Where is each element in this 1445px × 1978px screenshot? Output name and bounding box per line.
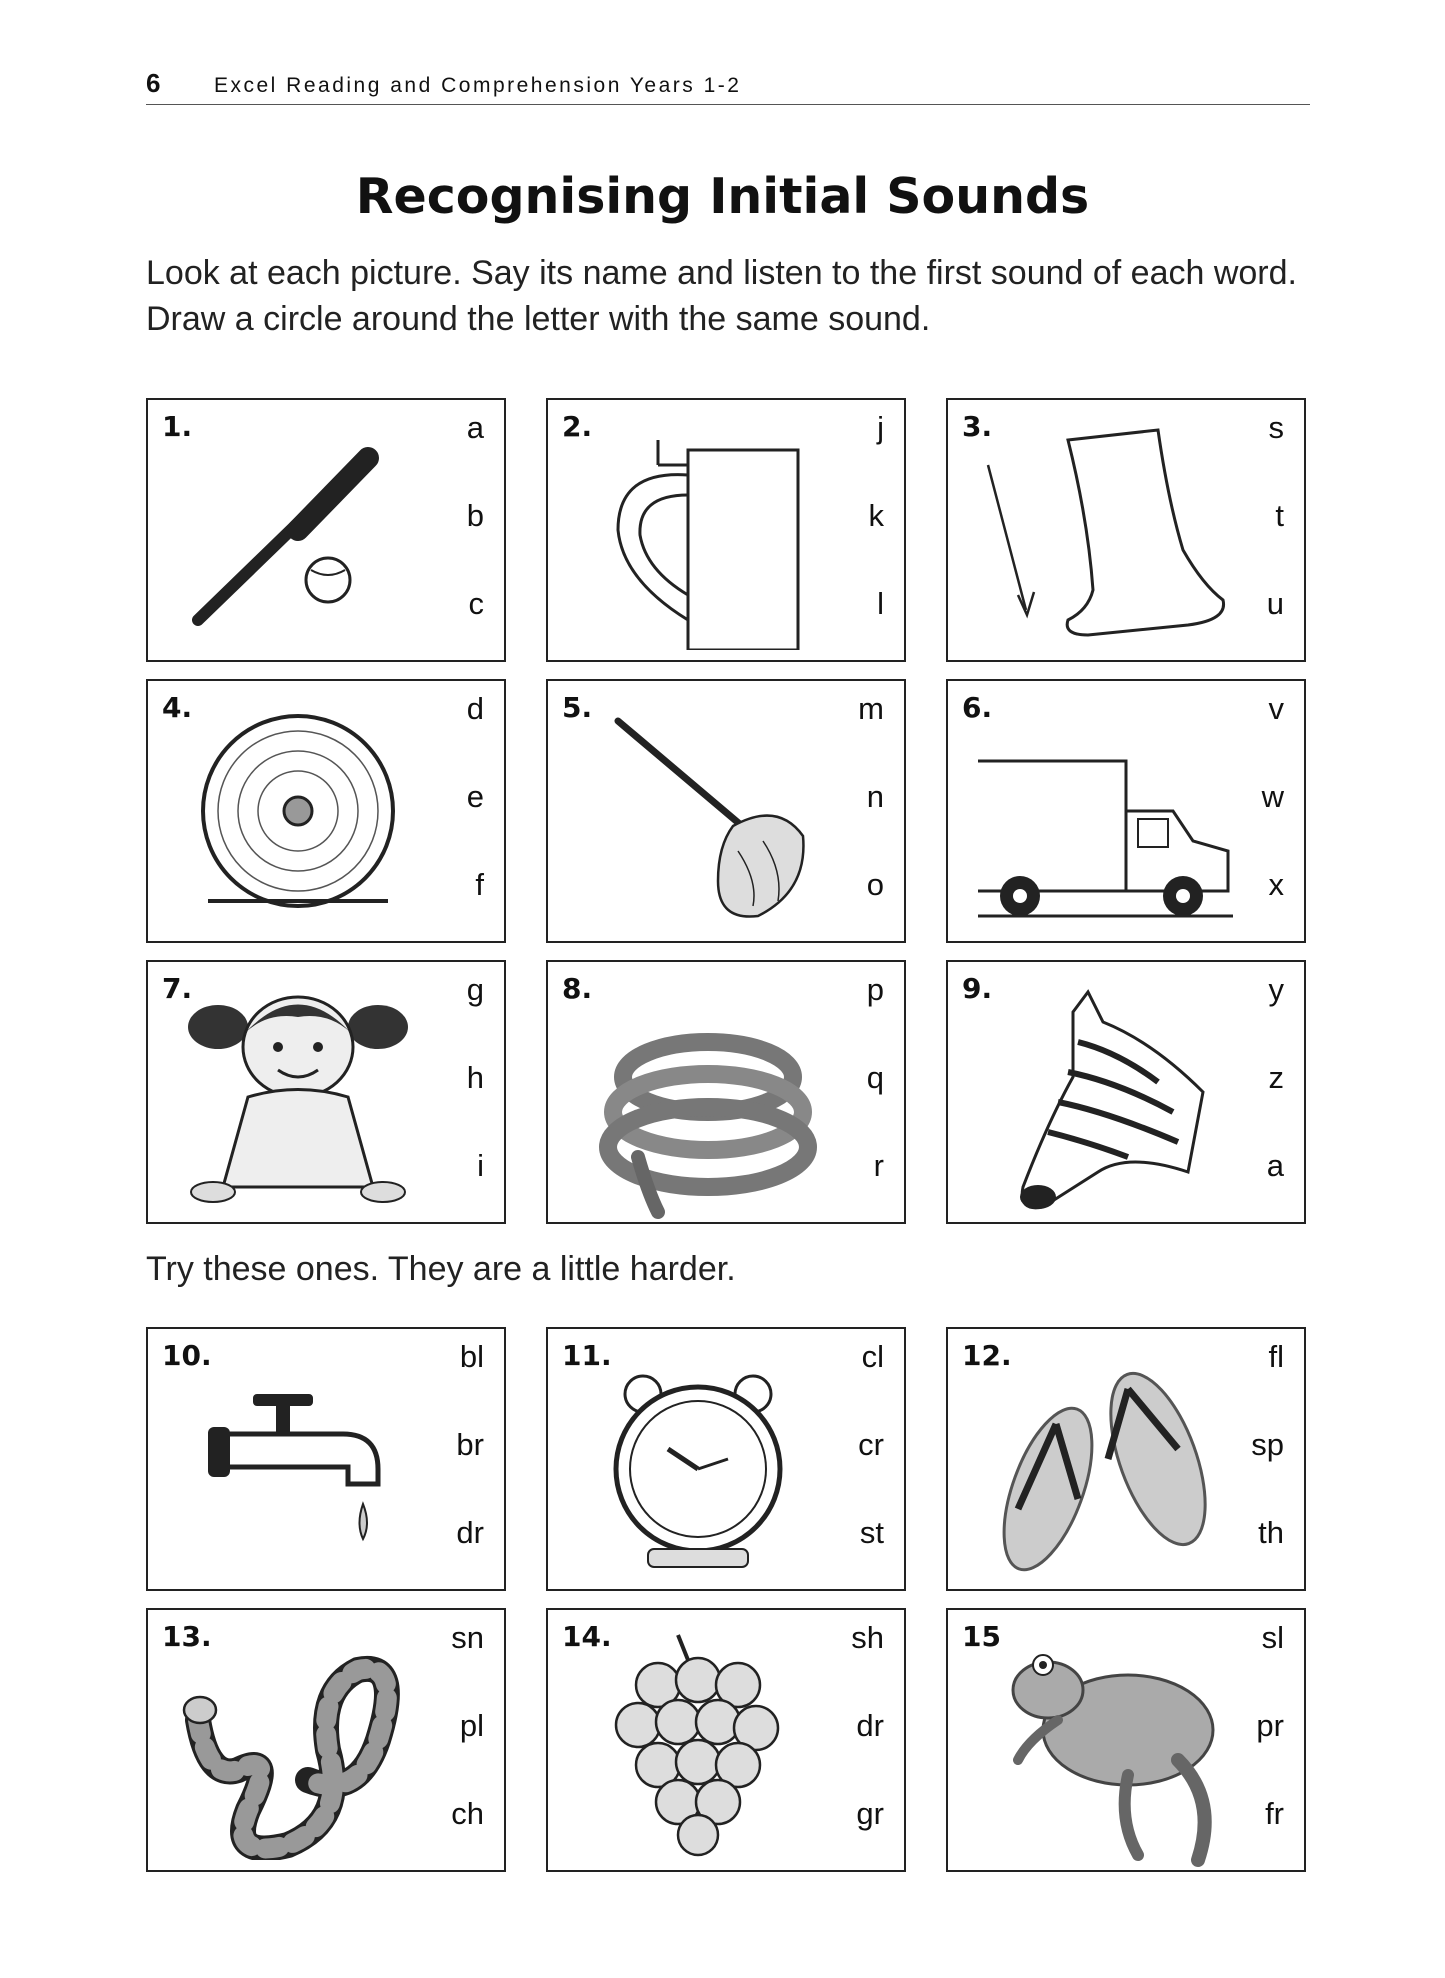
option-letter[interactable]: x <box>1268 867 1284 902</box>
option-letter[interactable]: o <box>866 867 884 902</box>
page-number: 6 <box>146 68 161 98</box>
van-icon <box>978 701 1238 931</box>
option-letter[interactable]: l <box>877 586 884 621</box>
option-letter[interactable]: th <box>1258 1515 1284 1550</box>
exercise-card-1 <box>146 398 506 662</box>
tap-icon <box>178 1349 418 1579</box>
card-number: 15 <box>962 1620 1001 1653</box>
card-number: 11. <box>562 1339 612 1372</box>
option-letter[interactable]: st <box>859 1515 884 1550</box>
mop-icon <box>578 701 818 931</box>
running-title: Excel Reading and Comprehension Years 1-2 <box>214 74 742 97</box>
option-letter[interactable]: fl <box>1268 1339 1284 1374</box>
option-letter[interactable]: z <box>1268 1060 1284 1095</box>
exercise-card-14 <box>546 1608 906 1872</box>
exercise-card-13 <box>146 1608 506 1872</box>
card-number: 8. <box>562 972 593 1005</box>
card-number: 7. <box>162 972 193 1005</box>
grapes-icon <box>578 1630 818 1860</box>
option-letter[interactable]: dr <box>456 1515 484 1550</box>
option-letter[interactable]: w <box>1261 779 1284 814</box>
option-letter[interactable]: dr <box>856 1708 884 1743</box>
option-letter[interactable]: r <box>873 1148 884 1183</box>
card-number: 13. <box>162 1620 212 1653</box>
clock-icon <box>578 1349 818 1579</box>
exercise-card-3 <box>946 398 1306 662</box>
option-letter[interactable]: m <box>858 691 884 726</box>
rope-icon <box>578 982 838 1222</box>
option-letter[interactable]: q <box>866 1060 884 1095</box>
toe-icon <box>978 420 1238 660</box>
option-letter[interactable]: gr <box>856 1796 884 1831</box>
card-number: 5. <box>562 691 593 724</box>
card-number: 12. <box>962 1339 1012 1372</box>
option-letter[interactable]: fr <box>1265 1796 1284 1831</box>
exercise-card-15 <box>946 1608 1306 1872</box>
option-letter[interactable]: j <box>877 410 884 445</box>
exercise-card-11 <box>546 1327 906 1591</box>
option-letter[interactable]: cr <box>858 1427 884 1462</box>
option-letter[interactable]: cl <box>861 1339 884 1374</box>
bat-and-ball-icon <box>178 420 418 650</box>
option-letter[interactable]: sh <box>851 1620 884 1655</box>
option-letter[interactable]: e <box>466 779 484 814</box>
option-letter[interactable]: d <box>466 691 484 726</box>
option-letter[interactable]: f <box>475 867 484 902</box>
option-letter[interactable]: t <box>1275 498 1284 533</box>
option-letter[interactable]: p <box>866 972 884 1007</box>
exercise-card-12 <box>946 1327 1306 1591</box>
option-letter[interactable]: sp <box>1251 1427 1284 1462</box>
running-header <box>146 68 1310 105</box>
option-letter[interactable]: br <box>456 1427 484 1462</box>
exercise-card-4 <box>146 679 506 943</box>
snake-icon <box>178 1630 418 1860</box>
exercise-card-7 <box>146 960 506 1224</box>
frog-icon <box>978 1630 1238 1870</box>
option-letter[interactable]: pl <box>459 1708 484 1743</box>
girl-icon <box>178 982 428 1222</box>
card-number: 14. <box>562 1620 612 1653</box>
option-letter[interactable]: ch <box>451 1796 484 1831</box>
option-letter[interactable]: n <box>866 779 884 814</box>
card-number: 1. <box>162 410 193 443</box>
thongs-icon <box>978 1349 1238 1589</box>
option-letter[interactable]: b <box>466 498 484 533</box>
card-number: 9. <box>962 972 993 1005</box>
instruction-line-2: Draw a circle around the letter with the same sound. <box>146 300 931 338</box>
option-letter[interactable]: g <box>466 972 484 1007</box>
card-number: 3. <box>962 410 993 443</box>
option-letter[interactable]: s <box>1268 410 1284 445</box>
card-number: 2. <box>562 410 593 443</box>
option-letter[interactable]: v <box>1268 691 1284 726</box>
page-title: Recognising Initial Sounds <box>355 168 1090 225</box>
card-number: 4. <box>162 691 193 724</box>
exercise-card-9 <box>946 960 1306 1224</box>
card-number: 6. <box>962 691 993 724</box>
exercise-card-8 <box>546 960 906 1224</box>
option-letter[interactable]: a <box>466 410 484 445</box>
exercise-card-2 <box>546 398 906 662</box>
fan-icon <box>178 701 418 931</box>
option-letter[interactable]: i <box>477 1148 484 1183</box>
option-letter[interactable]: h <box>466 1060 484 1095</box>
jug-icon <box>578 420 818 650</box>
option-letter[interactable]: u <box>1266 586 1284 621</box>
option-letter[interactable]: bl <box>459 1339 484 1374</box>
exercise-card-5 <box>546 679 906 943</box>
card-number: 10. <box>162 1339 212 1372</box>
exercise-card-10 <box>146 1327 506 1591</box>
zebra-icon <box>978 982 1238 1222</box>
instruction-line-1: Look at each picture. Say its name and listen to the first sound of each word. <box>146 254 1297 292</box>
option-letter[interactable]: a <box>1266 1148 1284 1183</box>
option-letter[interactable]: k <box>868 498 884 533</box>
option-letter[interactable]: sl <box>1261 1620 1284 1655</box>
option-letter[interactable]: c <box>468 586 484 621</box>
option-letter[interactable]: sn <box>451 1620 484 1655</box>
exercise-card-6 <box>946 679 1306 943</box>
section-2-instruction: Try these ones. They are a little harder. <box>146 1250 736 1288</box>
option-letter[interactable]: pr <box>1256 1708 1284 1743</box>
option-letter[interactable]: y <box>1268 972 1284 1007</box>
